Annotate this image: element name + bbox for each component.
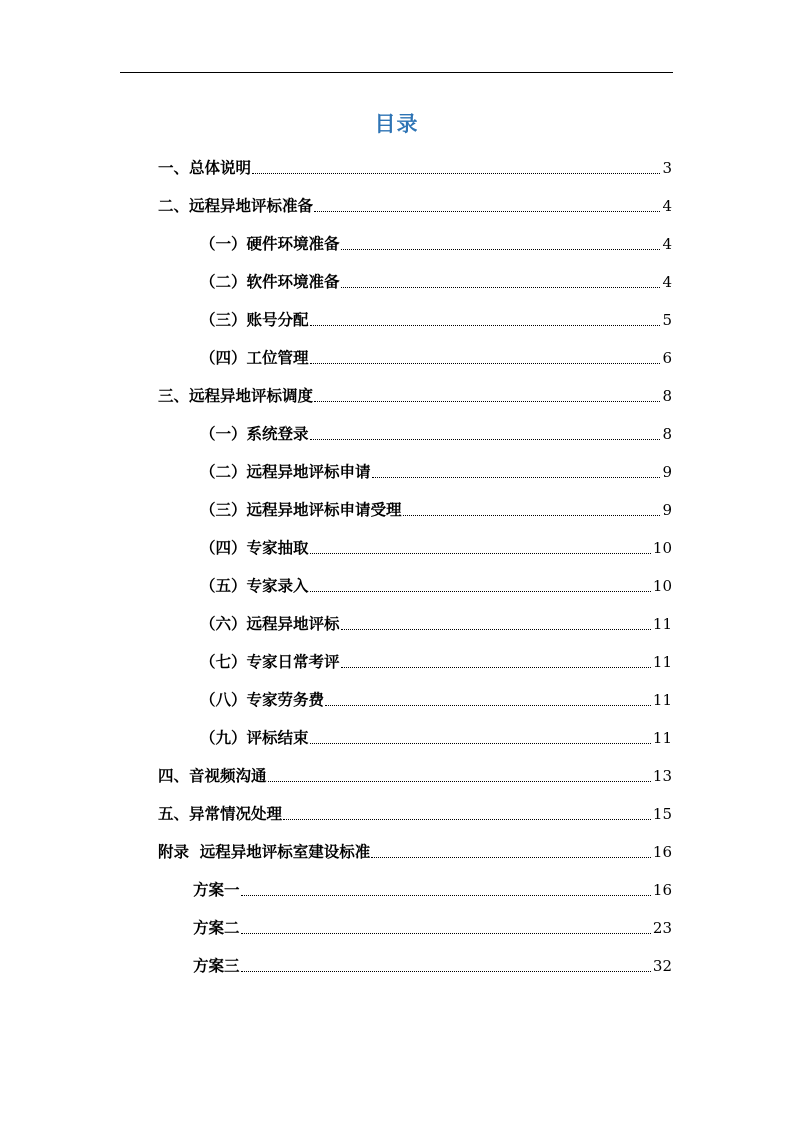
toc-entry-evaluation-end[interactable] bbox=[200, 724, 672, 748]
toc-entry-page: 15 bbox=[652, 805, 672, 823]
toc-entry-label: 方案二 bbox=[193, 919, 240, 937]
toc-leader-dots bbox=[341, 287, 661, 288]
toc-entry-page: 8 bbox=[662, 387, 672, 405]
toc-entry-page: 11 bbox=[652, 729, 672, 747]
toc-entry-page: 3 bbox=[662, 159, 672, 177]
toc-entry-label: 一、总体说明 bbox=[158, 159, 252, 177]
toc-entry-label: 方案三 bbox=[193, 957, 240, 975]
toc-entry-page: 32 bbox=[652, 957, 672, 975]
toc-entry-label: （一）硬件环境准备 bbox=[200, 235, 340, 253]
toc-entry-page: 5 bbox=[662, 311, 672, 329]
toc-entry-page: 4 bbox=[662, 235, 672, 253]
toc-entry-label: 四、音视频沟通 bbox=[158, 767, 267, 785]
toc-entry-exception-handling[interactable] bbox=[158, 800, 672, 824]
toc-entry-label: （五）专家录入 bbox=[200, 577, 309, 595]
toc-leader-dots bbox=[241, 895, 651, 896]
toc-entry-expert-assessment[interactable] bbox=[200, 648, 672, 672]
toc-entry-label: 附录 远程异地评标室建设标准 bbox=[158, 843, 371, 861]
toc-entry-label: 三、远程异地评标调度 bbox=[158, 387, 314, 405]
toc-entry-general[interactable] bbox=[158, 154, 672, 178]
toc-leader-dots bbox=[283, 819, 651, 820]
toc-entry-page: 4 bbox=[662, 197, 672, 215]
toc-entry-expert-selection[interactable] bbox=[200, 534, 672, 558]
toc-entry-workstations[interactable] bbox=[200, 344, 672, 368]
toc-entry-login[interactable] bbox=[200, 420, 672, 444]
toc-title: 目录 bbox=[374, 112, 419, 136]
toc-entry-remote-evaluation[interactable] bbox=[200, 610, 672, 634]
toc-leader-dots bbox=[341, 667, 651, 668]
toc-entry-page: 16 bbox=[652, 843, 672, 861]
toc-leader-dots bbox=[310, 325, 661, 326]
toc-entry-accounts[interactable] bbox=[200, 306, 672, 330]
toc-entry-page: 11 bbox=[652, 615, 672, 633]
toc-entry-label: （四）工位管理 bbox=[200, 349, 309, 367]
toc-entry-page: 4 bbox=[662, 273, 672, 291]
toc-entry-appendix[interactable] bbox=[158, 838, 672, 862]
toc-entry-page: 11 bbox=[652, 691, 672, 709]
toc-entry-label: （二）软件环境准备 bbox=[200, 273, 340, 291]
toc-leader-dots bbox=[403, 515, 661, 516]
toc-entry-label: （九）评标结束 bbox=[200, 729, 309, 747]
toc-entry-acceptance[interactable] bbox=[200, 496, 672, 520]
toc-entry-plan-two[interactable] bbox=[193, 914, 672, 938]
toc-entry-page: 16 bbox=[652, 881, 672, 899]
toc-entry-page: 9 bbox=[662, 501, 672, 519]
toc-entry-hardware[interactable] bbox=[200, 230, 672, 254]
toc-entry-label: （七）专家日常考评 bbox=[200, 653, 340, 671]
toc-entry-expert-entry[interactable] bbox=[200, 572, 672, 596]
toc-entry-page: 10 bbox=[652, 577, 672, 595]
toc-entry-plan-three[interactable] bbox=[193, 952, 672, 976]
toc-entry-preparation[interactable] bbox=[158, 192, 672, 216]
toc-leader-dots bbox=[310, 553, 651, 554]
toc-entry-label: （一）系统登录 bbox=[200, 425, 309, 443]
toc-leader-dots bbox=[372, 477, 661, 478]
toc-entry-page: 9 bbox=[662, 463, 672, 481]
toc-leader-dots bbox=[310, 743, 651, 744]
toc-entry-page: 8 bbox=[662, 425, 672, 443]
toc-leader-dots bbox=[310, 439, 661, 440]
toc-leader-dots bbox=[310, 363, 661, 364]
toc-leader-dots bbox=[310, 591, 651, 592]
toc-entry-label: （六）远程异地评标 bbox=[200, 615, 340, 633]
toc-leader-dots bbox=[314, 401, 660, 402]
toc-entry-label: （二）远程异地评标申请 bbox=[200, 463, 371, 481]
toc-leader-dots bbox=[252, 173, 660, 174]
toc-entry-av-communication[interactable] bbox=[158, 762, 672, 786]
toc-entry-application[interactable] bbox=[200, 458, 672, 482]
toc-entry-dispatch[interactable] bbox=[158, 382, 672, 406]
toc-entry-label: （三）账号分配 bbox=[200, 311, 309, 329]
toc-entry-page: 10 bbox=[652, 539, 672, 557]
toc-leader-dots bbox=[341, 249, 661, 250]
toc-leader-dots bbox=[241, 971, 651, 972]
toc-entry-page: 23 bbox=[652, 919, 672, 937]
toc-entry-label: （八）专家劳务费 bbox=[200, 691, 325, 709]
toc-entry-page: 6 bbox=[662, 349, 672, 367]
toc-entry-label: （三）远程异地评标申请受理 bbox=[200, 501, 402, 519]
toc-leader-dots bbox=[341, 629, 651, 630]
toc-leader-dots bbox=[325, 705, 651, 706]
toc-entry-plan-one[interactable] bbox=[193, 876, 672, 900]
toc-entry-page: 13 bbox=[652, 767, 672, 785]
toc-entry-label: （四）专家抽取 bbox=[200, 539, 309, 557]
toc-leader-dots bbox=[241, 933, 651, 934]
toc-entry-expert-fees[interactable] bbox=[200, 686, 672, 710]
toc-entry-software[interactable] bbox=[200, 268, 672, 292]
toc-leader-dots bbox=[268, 781, 651, 782]
toc-entry-page: 11 bbox=[652, 653, 672, 671]
toc-leader-dots bbox=[314, 211, 660, 212]
toc-entry-label: 方案一 bbox=[193, 881, 240, 899]
toc-entry-label: 五、异常情况处理 bbox=[158, 805, 283, 823]
toc-entry-label: 二、远程异地评标准备 bbox=[158, 197, 314, 215]
toc-leader-dots bbox=[371, 857, 651, 858]
